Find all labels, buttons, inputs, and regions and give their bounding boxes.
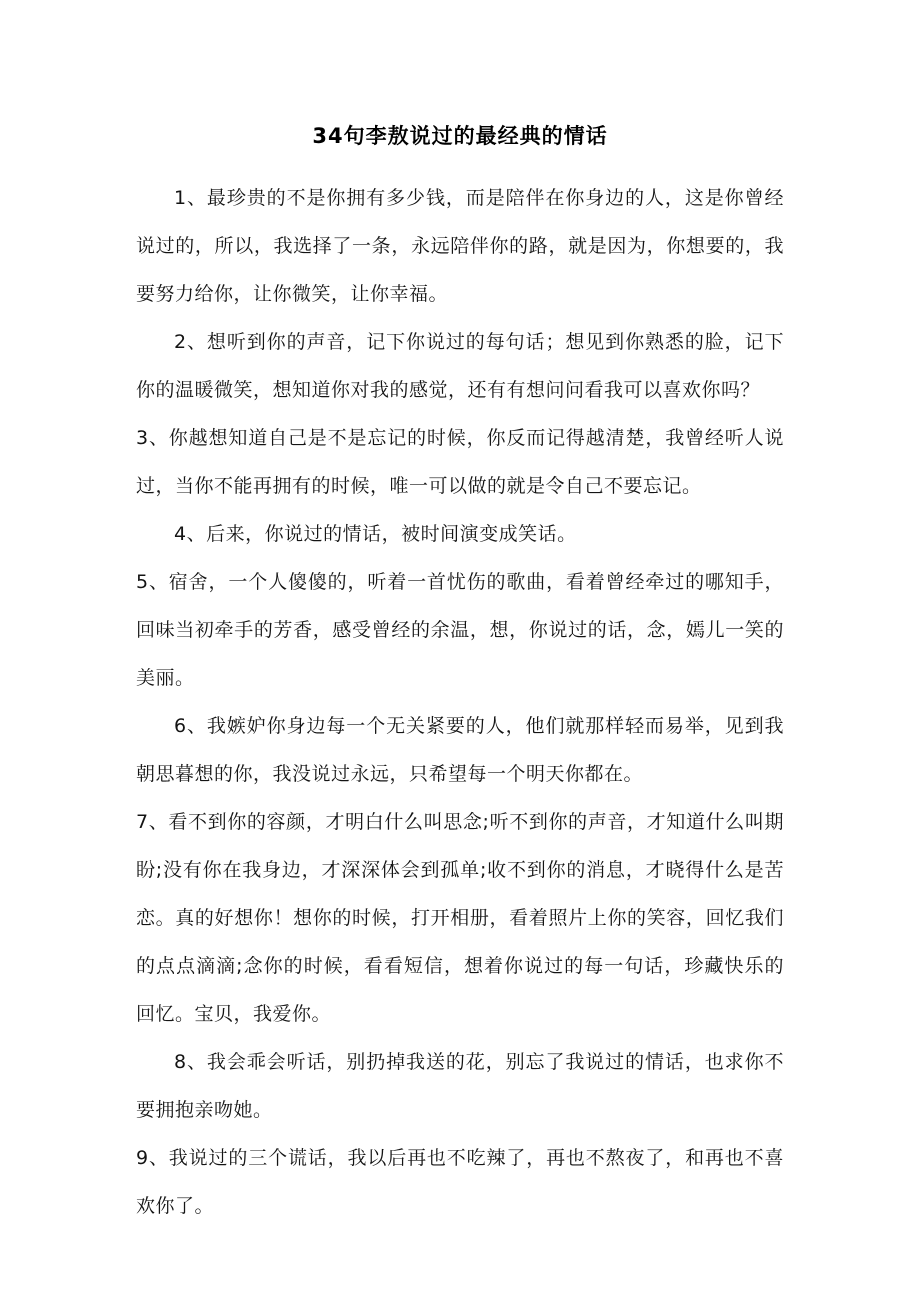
document-body [136, 174, 784, 1230]
paragraph: 2、想听到你的声音，记下你说过的每句话；想见到你熟悉的脸，记下你的温暖微笑，想知道你对我的感觉，还有有想问问看我可以喜欢你吗？ [136, 331, 784, 401]
paragraph: 1、最珍贵的不是你拥有多少钱，而是陪伴在你身边的人，这是你曾经说过的，所以，我选择了一条，永远陪伴你的路，就是因为，你想要的，我要努力给你，让你微笑，让你幸福。 [136, 187, 784, 305]
paragraph: 6、我嫉妒你身边每一个无关紧要的人，他们就那样轻而易举，见到我朝思暮想的你，我没说过永远，只希望每一个明天你都在。 [136, 715, 784, 785]
paragraph: 5、宿舍，一个人傻傻的，听着一首忧伤的歌曲，看着曾经牵过的哪知手，回味当初牵手的芳香，感受曾经的余温，想，你说过的话，念，嫣儿一笑的美丽。 [136, 571, 784, 689]
paragraph: 9、我说过的三个谎话，我以后再也不吃辣了，再也不熬夜了，和再也不喜欢你了。 [136, 1147, 784, 1217]
paragraph: 4、后来，你说过的情话，被时间演变成笑话。 [174, 523, 577, 545]
page-title: 34句李敖说过的最经典的情话 [312, 124, 608, 148]
paragraph: 7、看不到你的容颜，才明白什么叫思念;听不到你的声音，才知道什么叫期盼;没有你在我身边，才深深体会到孤单;收不到你的消息，才晓得什么是苦恋。真的好想你！想你的时候，打开相册，看着照片上你的笑容，回忆我们的点点滴滴;念你的时候，看看短信，想着你说过的每一句话，珍藏快乐的回忆。宝贝，我爱你。 [136, 811, 784, 1025]
paragraph: 3、你越想知道自己是不是忘记的时候，你反而记得越清楚，我曾经听人说过，当你不能再拥有的时候，唯一可以做的就是令自己不要忘记。 [136, 427, 784, 497]
paragraph: 8、我会乖会听话，别扔掉我送的花，别忘了我说过的情话，也求你不要拥抱亲吻她。 [136, 1051, 784, 1121]
